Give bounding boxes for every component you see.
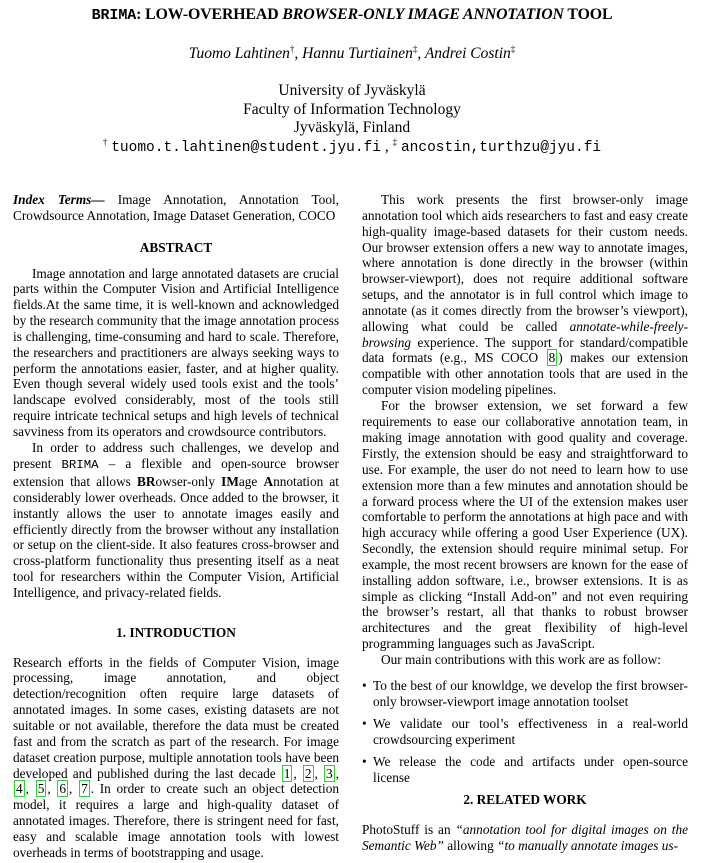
list-item: • To the best of our knowldge, we develop the first browser-only browser-viewport image annotation toolset <box>373 678 688 710</box>
citation-link[interactable]: 2 <box>304 765 312 781</box>
abstract-paragraph: Image annotation and large annotated datasets are crucial parts within the Computer Vision and Artificial Intelligence fields.At the same time, it is well-known and acknowledged by the research community that the image annotation process is challenging, time-consuming and hard to scale. Therefore, the researchers and practitioners are always seeking ways to perform the annotations easier, faster, and at higher quality. Even though several widely used tools exist and the tools’ landscape evolved considerably, most of the tools still require intricate technical setups and high levels of technical savviness from its operators and crowdsource contributors. <box>13 265 339 439</box>
affiliation-faculty: Faculty of Information Technology <box>243 100 461 118</box>
affiliation-university: University of Jyväskylä <box>278 82 426 99</box>
quoted-text: “annotation tool for digital images on the Semantic Web” <box>362 822 688 854</box>
citation-link[interactable]: 8 <box>548 350 556 366</box>
contributions-list <box>362 678 688 785</box>
introduction-heading: 1. INTRODUCTION <box>116 624 236 640</box>
abstract-text: In order to address such challenges, we develop and present <box>13 440 339 472</box>
citation-link[interactable]: 4 <box>16 781 23 797</box>
related-work-paragraph <box>362 822 688 854</box>
email-separator: , <box>380 137 393 155</box>
index-terms <box>13 192 339 224</box>
abstract-text: nnotation at considerably lower overheads. Once added to the browser, it instantly allows the user to annotate images easily and efficiently directly from the browser without any installation or setup on the client-side. It also features cross-browser and cross-platform functionality thus presenting itself as a neat tool for researchers within the Computer Vision, Artificial Intelligence, and privacy-related fields. <box>13 474 340 600</box>
body-paragraph <box>362 192 688 398</box>
email-address[interactable]: tuomo.t.lahtinen@student.jyu.fi <box>111 139 381 156</box>
introduction-text: . In order to create such an object detection model, it requires a large and high-quality dataset of annotated images. Therefore, there is stringent need for fast, easy and scalable image annotation tools with lowest overheads in terms of bootstrapping and usage. <box>13 781 339 860</box>
tool-name: BRIMA <box>61 458 99 473</box>
citation-link[interactable]: 5 <box>37 781 45 797</box>
affiliation-emails <box>0 138 704 158</box>
right-column <box>362 192 688 854</box>
citation-link[interactable]: 3 <box>326 765 333 781</box>
author-list: Tuomo Lahtinen†, Hannu Turtiainen‡, Andrei Costin‡ <box>188 44 516 62</box>
title-tool-name: BRIMA <box>91 7 137 24</box>
paper-title <box>0 6 704 24</box>
body-text: This work presents the first browser-only image annotation tool which aids researchers to fast and easy create high-quality image-based datasets for their custom needs. Our browser extension offers a new way to annotate images, where annotation is done directly in the browser (within browser-viewport), does not require additional software setups, and the annotator is in full control which image to annotate (as it comes directly from the browser’s viewport), allowing what could be called <box>362 192 688 334</box>
emphasis-text: annotate-while-freely-browsing <box>362 318 688 350</box>
acronym-letters: A <box>263 474 274 489</box>
email-mark: ‡ <box>392 136 398 147</box>
index-terms-label: Index Terms— <box>13 192 105 207</box>
abstract-paragraph <box>13 440 339 600</box>
body-text: PhotoStuff is an <box>362 822 456 838</box>
introduction-text: Research efforts in the fields of Computer Vision, image processing, image annotation, and object detection/recognition often require large datasets of annotated images. In some cases, existing datasets are not suitable or not available, therefore the data must be created fast and from the scratch as part of the research. For image dataset creation purpose, multiple annotation tools have been developed and published during the last decade <box>13 654 339 781</box>
citation-link[interactable]: 1 <box>283 765 291 781</box>
affiliation-location: Jyväskylä, Finland <box>293 119 411 137</box>
related-work-heading: 2. RELATED WORK <box>463 792 587 808</box>
title-tail: TOOL <box>563 6 613 23</box>
author-mark: ‡ <box>510 44 516 54</box>
body-text: experience. The support for standard/compatible data formats (e.g., MS COCO <box>362 334 688 366</box>
quoted-text: “to manually annotate images us- <box>497 838 679 854</box>
citation-link[interactable]: 6 <box>59 781 67 797</box>
abstract-text: age <box>238 474 264 489</box>
body-paragraph: For the browser extension, we set forward a few requirements to ease our collaborative annotation team, in making image annotation with good quality and coverage. Firstly, the extension should be easy and straightforward to use. For example, the user do not need to learn how to use extension more than a few minutes and annotation should be a forward process where the UI of the extension makes user comfortable to perform the annotations at high pace and with high accuracy while offering a good User Experience (UX). Secondly, the extension should require minimal setup. For example, the most recent browsers are known for the ease of installing addon software, i.e., browser extensions. It is as simple as clicking “Install Add-on” and not even requiring the browser’s restart, all that thanks to robust browser architectures and the great flexibility of high-level programming languages such as JavaScript. <box>362 398 688 652</box>
email-mark: † <box>102 136 108 147</box>
list-item: • We validate our tool’s effectiveness in a real-world crowdsourcing experiment <box>373 716 688 748</box>
abstract-heading: ABSTRACT <box>139 239 213 255</box>
left-column <box>13 192 339 861</box>
author-name: Andrei Costin <box>424 45 511 62</box>
author-mark: † <box>289 44 295 54</box>
body-text: ) makes our extension compatible with other annotation tools that are used in the computer vision modeling pipelines. <box>362 350 689 398</box>
list-item: • We release the code and artifacts under open-source license <box>373 754 688 786</box>
citation-link[interactable]: 7 <box>81 781 88 797</box>
title-italic: BROWSER-ONLY IMAGE ANNOTATION <box>282 6 564 23</box>
abstract-text: owser-only <box>155 474 222 489</box>
index-terms-text: Image Annotation, Annotation Tool, Crowdsource Annotation, Image Dataset Generation, COCO <box>13 192 339 223</box>
abstract-text: – a flexible and open-source browser extension that allows <box>13 456 339 489</box>
email-address[interactable]: ancostin,turthzu@jyu.fi <box>400 139 602 156</box>
title-separator: : LOW-OVERHEAD <box>136 6 283 23</box>
author-mark: ‡ <box>412 44 418 54</box>
contributions-intro: Our main contributions with this work are as follow: <box>381 652 661 668</box>
author-name: Hannu Turtiainen <box>302 45 413 62</box>
body-text: allowing <box>443 838 498 854</box>
author-name: Tuomo Lahtinen <box>188 45 290 62</box>
acronym-letters: BR <box>136 474 156 489</box>
acronym-letters: IM <box>221 474 239 489</box>
affiliation <box>0 82 704 157</box>
introduction-paragraph: Research efforts in the fields of Computer Vision, image processing, image annotation, and object detection/recognition often require large datasets of annotated images. In some cases, existing datasets are not suitable or not available, therefore the data must be created fast and from the scratch as part of the research. For image dataset creation purpose, multiple annotation tools have been developed and published during the last decade 1 , 2 , 3 , 4 , 5 , 6 , 7 . In order to create such an object detection model, it requires a large and high-quality dataset of annotated images. Therefore, there is stringent need for fast, easy and scalable image annotation tools with lowest overheads in terms of bootstrapping and usage. <box>13 654 339 860</box>
